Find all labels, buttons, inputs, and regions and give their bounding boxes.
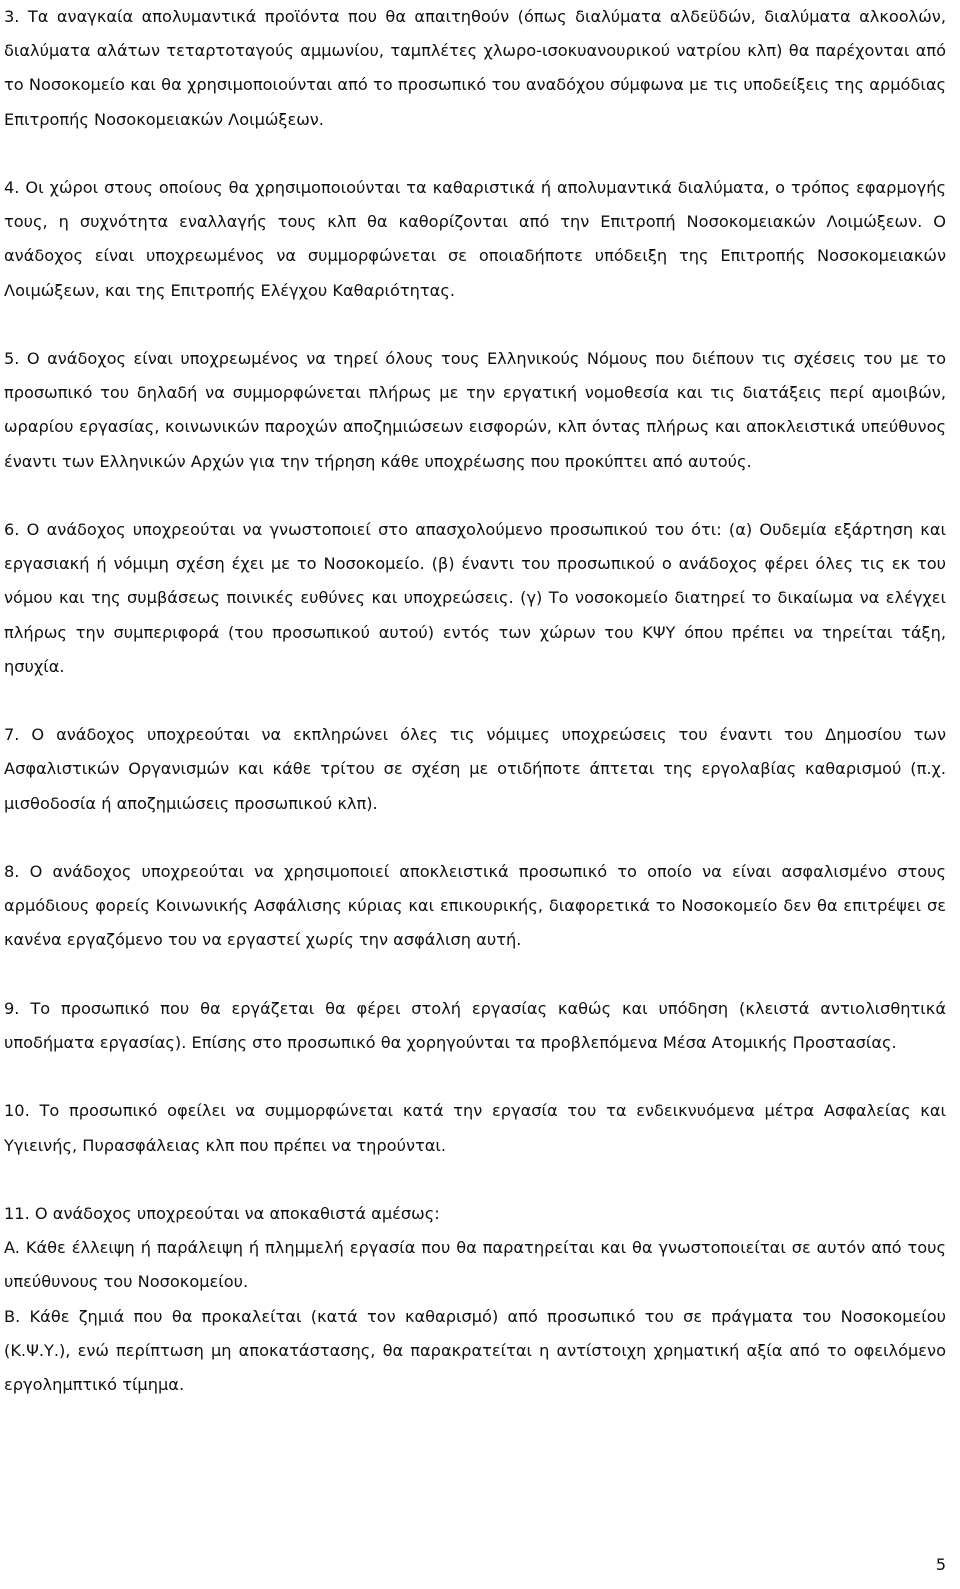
sub-item-text: Κάθε έλλειψη ή παράλειψη ή πλημμελή εργασία που θα παρατηρείται και θα γνωστοποιείται σε αυτόν από τους υπεύθυνους του Νοσοκομείου.: [4, 1238, 946, 1292]
paragraph-text: Το προσωπικό οφείλει να συμμορφώνεται κατά την εργασία του τα ενδεικνυόμενα μέτρα Ασφαλείας και Υγιεινής, Πυρασφάλειας κλπ που πρέπει να τηρούνται.: [4, 1101, 946, 1155]
paragraph-3: [4, 0, 946, 137]
paragraph-text: Ο ανάδοχος υποχρεούται να αποκαθιστά αμέσως:: [34, 1203, 440, 1223]
paragraph-number: 4.: [4, 178, 20, 197]
paragraph-11-intro: [4, 1197, 946, 1231]
paragraph-number: 9.: [4, 998, 20, 1018]
paragraph-4: [4, 171, 946, 308]
paragraph-number: 7.: [4, 725, 20, 745]
paragraph-10: [4, 1094, 946, 1162]
page-number: 5: [935, 1555, 946, 1574]
sub-item-b: [4, 1300, 946, 1403]
sub-item-a: [4, 1231, 946, 1299]
sub-item-text: Κάθε ζημιά που θα προκαλείται (κατά τον καθαρισμό) από προσωπικό του σε πράγματα του Νοσοκομείου (Κ.Ψ.Υ.), ενώ περίπτωση μη αποκατάστασης, θα παρακρατείται η αντίστοιχη χρηματική αξία από το οφειλόμενο εργολημπτικό τίμημα.: [4, 1306, 946, 1394]
paragraph-text: Το προσωπικό που θα εργάζεται θα φέρει στολή εργασίας καθώς και υπόδηση (κλειστά αντιολισθητικά υποδήματα εργασίας). Επίσης στο προσωπικό θα χορηγούνται τα προβλεπόμενα Μέσα Ατομικής Προστασίας.: [4, 998, 946, 1052]
paragraph-number: 6.: [4, 520, 20, 539]
paragraph-7: [4, 718, 946, 821]
paragraph-number: 10.: [4, 1101, 30, 1121]
paragraph-text: Τα αναγκαία απολυμαντικά προϊόντα που θα απαιτηθούν (όπως διαλύματα αλδεϋδών, διαλύματα αλκοολών, διαλύματα αλάτων τεταρτοταγούς αμμωνίου, ταμπλέτες χλωρο-ισοκυανουρικού νατρίου κλπ) θα παρέχονται από το Νοσοκομείο και θα χρησιμοποιούνται από το προσωπικό του αναδόχου σύμφωνα με τις υποδείξεις της αρμόδιας Επιτροπής Νοσοκομειακών Λοιμώξεων.: [4, 7, 946, 129]
paragraph-6: [4, 513, 946, 684]
paragraph-9: [4, 992, 946, 1060]
document-page: [4, 0, 946, 1402]
sub-item-label: A.: [4, 1238, 20, 1258]
paragraph-text: Ο ανάδοχος υποχρεούται να γνωστοποιεί στο απασχολούμενο προσωπικού του ότι: (α) Ουδεμία εξάρτηση και εργασιακή ή νόμιμη σχέση έχει με το Νοσοκομείο. (β) έναντι του προσωπικού ο ανάδοχος φέρει όλες τις εκ του νόμου και της συμβάσεως ποινικές ευθύνες και υποχρεώσεις. (γ) Το νοσοκομείο διατηρεί το δικαίωμα να ελέγχει πλήρως την συμπεριφορά (του προσωπικού αυτού) εντός των χώρων του ΚΨΥ όπου πρέπει να τηρείται τάξη, ησυχία.: [4, 520, 946, 676]
paragraph-text: Ο ανάδοχος είναι υποχρεωμένος να τηρεί όλους τους Ελληνικούς Νόμους που διέπουν τις σχέσεις του με το προσωπικό του δηλαδή να συμμορφώνεται πλήρως με την εργατική νομοθεσία και τις διατάξεις περί αμοιβών, ωραρίου εργασίας, κοινωνικών παροχών αποζημιώσεων εισφορών, κλπ όντας πλήρως και αποκλειστικά υπεύθυνος έναντι των Ελληνικών Αρχών για την τήρηση κάθε υποχρέωσης που προκύπτει από αυτούς.: [4, 349, 946, 471]
paragraph-5: [4, 342, 946, 479]
paragraph-text: Οι χώροι στους οποίους θα χρησιμοποιούνται τα καθαριστικά ή απολυμαντικά διαλύματα, ο τρόπος εφαρμογής τους, η συχνότητα εναλλαγής τους κλπ θα καθορίζονται από την Επιτροπή Νοσοκομειακών Λοιμώξεων. Ο ανάδοχος είναι υποχρεωμένος να συμμορφώνεται σε οποιαδήποτε υπόδειξη της Επιτροπής Νοσοκομειακών Λοιμώξεων, και της Επιτροπής Ελέγχου Καθαριότητας.: [4, 178, 946, 300]
paragraph-text: Ο ανάδοχος υποχρεούται να εκπληρώνει όλες τις νόμιμες υποχρεώσεις του έναντι του Δημοσίου των Ασφαλιστικών Οργανισμών και κάθε τρίτου σε σχέση με οτιδήποτε άπτεται της εργολαβίας καθαρισμού (π.χ. μισθοδοσία ή αποζημιώσεις προσωπικού κλπ).: [4, 725, 946, 813]
paragraph-11: [4, 1197, 946, 1402]
paragraph-number: 8.: [4, 862, 20, 881]
paragraph-number: 11.: [4, 1203, 30, 1223]
paragraph-number: 3.: [4, 7, 20, 26]
sub-item-label: B.: [4, 1306, 21, 1326]
paragraph-number: 5.: [4, 349, 20, 368]
paragraph-8: [4, 855, 946, 958]
paragraph-text: Ο ανάδοχος υποχρεούται να χρησιμοποιεί αποκλειστικά προσωπικό το οποίο να είναι ασφαλισμένο στους αρμόδιους φορείς Κοινωνικής Ασφάλισης κύριας και επικουρικής, διαφορετικά το Νοσοκομείο δεν θα επιτρέψει σε κανένα εργαζόμενο του να εργαστεί χωρίς την ασφάλιση αυτή.: [4, 862, 946, 950]
